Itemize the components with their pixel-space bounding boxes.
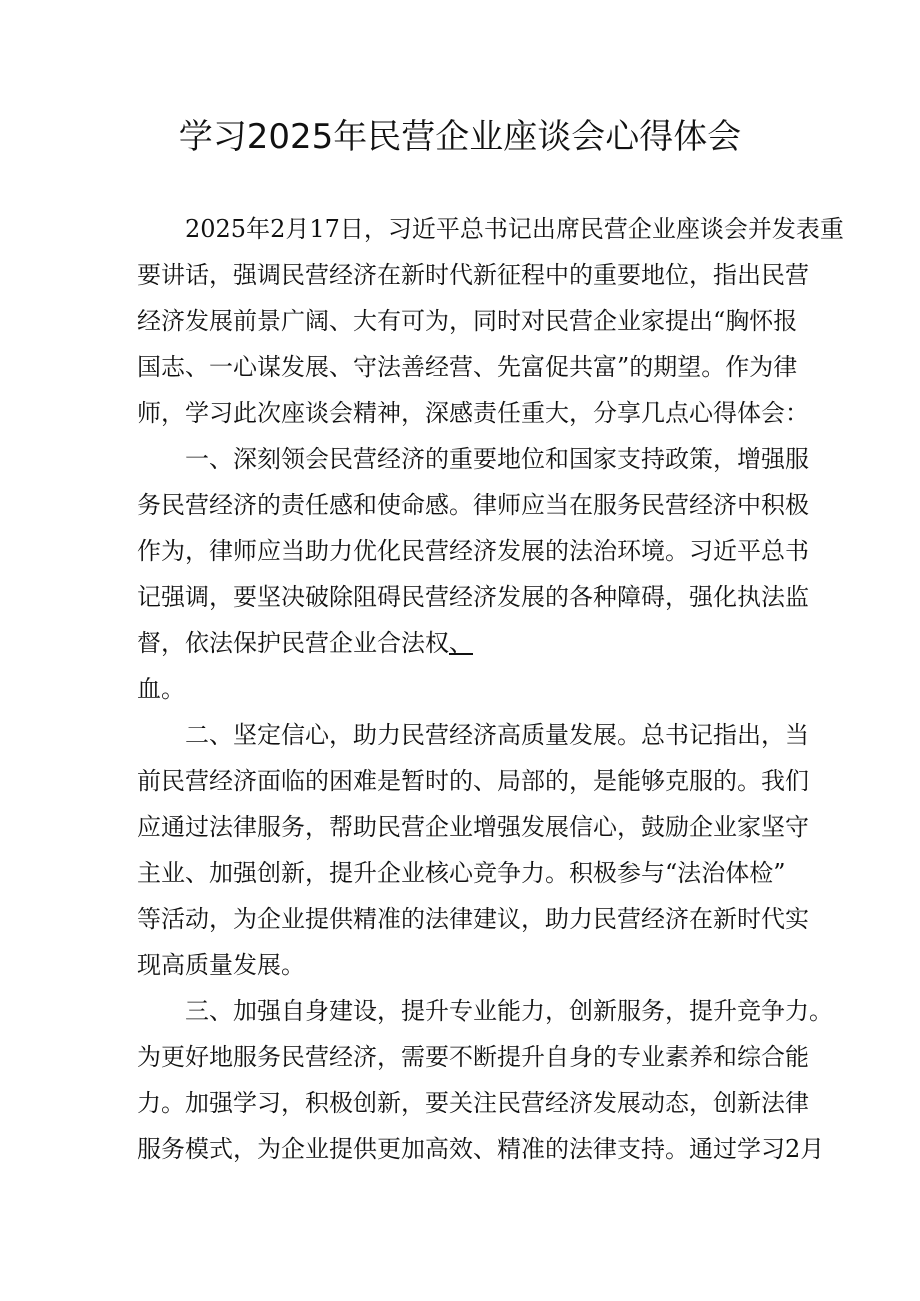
paragraph-two-line-6: 现高质量发展。 [137, 951, 305, 979]
paragraph-three-line-3: 力。加强学习，积极创新，要关注民营经济发展动态，创新法律 [137, 1089, 809, 1117]
paragraph-three-line-4: 服务模式，为企业提供更加高效、精准的法律支持。通过学习2月 [137, 1135, 825, 1163]
paragraph-intro-line-2: 要讲话，强调民营经济在新时代新征程中的重要地位，指出民营 [137, 261, 809, 289]
paragraph-two-line-5: 等活动，为企业提供精准的法律建议，助力民营经济在新时代实 [137, 905, 809, 933]
paragraph-three-line-2: 为更好地服务民营经济，需要不断提升自身的专业素养和综合能 [137, 1043, 809, 1071]
paragraph-one-line-5-text: 督，依法保护民营企业合法权 [137, 629, 449, 657]
document-title: 学习2025年民营企业座谈会心得体会 [178, 117, 742, 157]
paragraph-one-line-5 [137, 620, 787, 666]
paragraph-one-line-5-underlined-mark: 、 [449, 629, 473, 657]
paragraph-two-line-3: 应通过法律服务，帮助民营企业增强发展信心，鼓励企业家坚守 [137, 813, 809, 841]
paragraph-one-line-2: 务民营经济的责任感和使命感。律师应当在服务民营经济中积极 [137, 491, 809, 519]
paragraph-intro-line-1: 2025年2月17日，习近平总书记出席民营企业座谈会并发表重 [185, 215, 844, 243]
paragraph-one-line-4: 记强调，要坚决破除阻碍民营经济发展的各种障碍，强化执法监 [137, 583, 809, 611]
document-body [137, 206, 844, 1172]
paragraph-two-line-1: 二、坚定信心，助力民营经济高质量发展。总书记指出，当 [185, 721, 809, 749]
paragraph-one-line-1: 一、深刻领会民营经济的重要地位和国家支持政策，增强服 [185, 445, 809, 473]
paragraph-two-line-4: 主业、加强创新，提升企业核心竞争力。积极参与“法治体检” [137, 859, 786, 887]
paragraph-intro-line-5: 师，学习此次座谈会精神，深感责任重大，分享几点心得体会： [137, 399, 809, 427]
paragraph-one-line-6: 血。 [137, 675, 185, 703]
paragraph-two-line-2: 前民营经济面临的困难是暂时的、局部的，是能够克服的。我们 [137, 767, 809, 795]
paragraph-one-line-3: 作为，律师应当助力优化民营经济发展的法治环境。习近平总书 [137, 537, 809, 565]
paragraph-intro-line-4: 国志、一心谋发展、守法善经营、先富促共富”的期望。作为律 [137, 353, 798, 381]
paragraph-three-line-1: 三、加强自身建设，提升专业能力，创新服务，提升竞争力。 [185, 997, 833, 1025]
paragraph-intro-line-3: 经济发展前景广阔、大有可为，同时对民营企业家提出“胸怀报 [137, 307, 798, 335]
